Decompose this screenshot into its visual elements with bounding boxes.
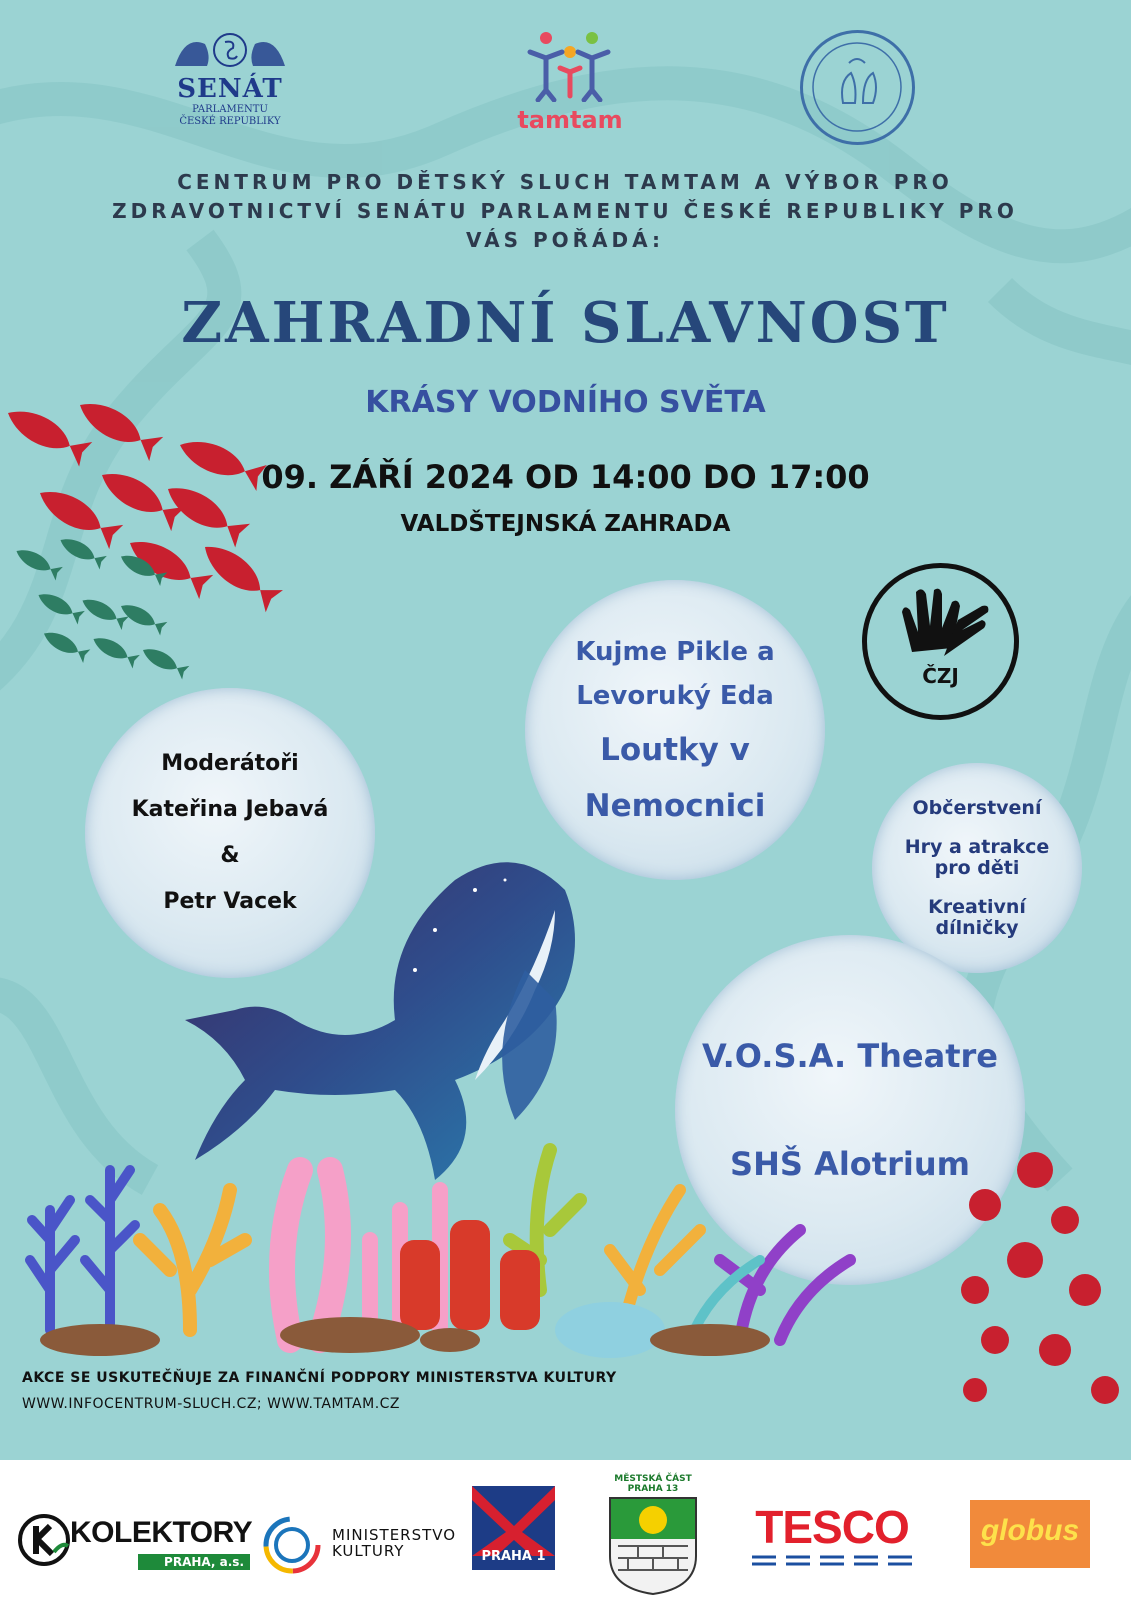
tamtam-name: [510, 106, 630, 134]
praha-13-line-1: MĚSTSKÁ ČÁST: [614, 1474, 692, 1484]
infocentrum-logo: [800, 30, 915, 145]
theatre-line-1: V.O.S.A. Theatre: [702, 1037, 998, 1075]
infocentrum-seal-icon: [803, 33, 912, 142]
puppets-line-4: Nemocnici: [584, 788, 766, 824]
moderators-ampersand: &: [220, 843, 240, 868]
praha-1-name: PRAHA 1: [481, 1549, 546, 1564]
tesco-stripes-icon: [752, 1554, 912, 1568]
globus-name: globus: [980, 1514, 1080, 1547]
ministry-name: [332, 1527, 456, 1559]
kolektory-sub: PRAHA, a.s.: [138, 1554, 250, 1570]
kolektory-logo: [18, 1512, 253, 1572]
praha-1-logo: [472, 1486, 555, 1570]
kolektory-name: KOLEKTORY: [70, 1516, 253, 1549]
ministry-line-1: MINISTERSTVO: [332, 1526, 457, 1544]
workshops-line-1: Kreativní: [928, 895, 1026, 918]
tesco-logo: [747, 1500, 917, 1570]
tamtam-logo: [510, 30, 630, 134]
tamtam-figures-icon: [510, 30, 630, 102]
event-title: ZAHRADNÍ SLAVNOST: [181, 290, 950, 356]
senat-crest-icon: [165, 30, 295, 70]
refreshments-label: Občerstvení: [912, 796, 1042, 819]
workshops-line-2: dílničky: [935, 916, 1019, 939]
sponsors-strip: [0, 1460, 1131, 1600]
coral-reef-illustration: [20, 1130, 880, 1360]
ministry-line-2: KULTURY: [332, 1542, 405, 1560]
games-label: [905, 837, 1050, 879]
puppets-line-1: Kujme Pikle a: [575, 637, 775, 667]
red-dots-decoration: [955, 1150, 1131, 1440]
senat-sub2: ČESKÉ REPUBLIKY: [179, 116, 281, 127]
praha-13-line-2: PRAHA 13: [627, 1484, 679, 1494]
czj-sign-language-badge: [862, 563, 1019, 720]
funding-note: AKCE SE USKUTEČŇUJE ZA FINANČNÍ PODPORY MINISTERSTVA KULTURY: [22, 1370, 617, 1386]
fish-school-illustration: [0, 375, 320, 685]
puppets-line-2: Levoruký Eda: [576, 681, 774, 711]
event-date: 09. ZÁŘÍ 2024 OD 14:00 DO 17:00: [261, 458, 870, 496]
senat-name: SENÁT: [177, 74, 283, 104]
sign-language-hands-icon: [892, 582, 992, 662]
games-line-2: pro děti: [934, 856, 1020, 879]
praha-13-shield-icon: [608, 1496, 698, 1596]
event-place: VALDŠTEJNSKÁ ZAHRADA: [400, 511, 731, 537]
praha-13-name: [598, 1474, 708, 1494]
workshops-label: [928, 897, 1026, 939]
ministry-c-icon: [262, 1515, 322, 1575]
praha-13-logo: [598, 1460, 708, 1600]
kolektory-k-icon: [18, 1512, 70, 1570]
ministry-of-culture-logo: [262, 1515, 457, 1575]
moderator-1: Kateřina Jebavá: [131, 797, 329, 822]
websites: WWW.INFOCENTRUM-SLUCH.CZ; WWW.TAMTAM.CZ: [22, 1396, 401, 1412]
puppets-bubble: [525, 580, 825, 880]
moderators-heading: Moderátoři: [161, 751, 299, 776]
tesco-name: TESCO: [755, 1501, 909, 1553]
organizers-intro: CENTRUM PRO DĚTSKÝ SLUCH TAMTAM A VÝBOR PRO ZDRAVOTNICTVÍ SENÁTU PARLAMENTU ČESKÉ REPUBLIKY PRO VÁS POŘÁDÁ:: [112, 170, 1018, 252]
puppets-line-3: Loutky v: [600, 732, 750, 768]
czj-label: ČZJ: [922, 664, 959, 688]
theatre-line-2: SHŠ Alotrium: [730, 1145, 970, 1183]
games-line-1: Hry a atrakce: [904, 835, 1050, 858]
event-subtitle: KRÁSY VODNÍHO SVĚTA: [365, 385, 766, 420]
tamtam-name-text: tamtam: [517, 106, 623, 134]
senat-sub1: PARLAMENTU: [192, 104, 268, 115]
activities-bubble: [872, 763, 1082, 973]
senat-logo: [165, 30, 295, 128]
globus-logo: [970, 1500, 1090, 1568]
moderator-2: Petr Vacek: [163, 889, 297, 914]
